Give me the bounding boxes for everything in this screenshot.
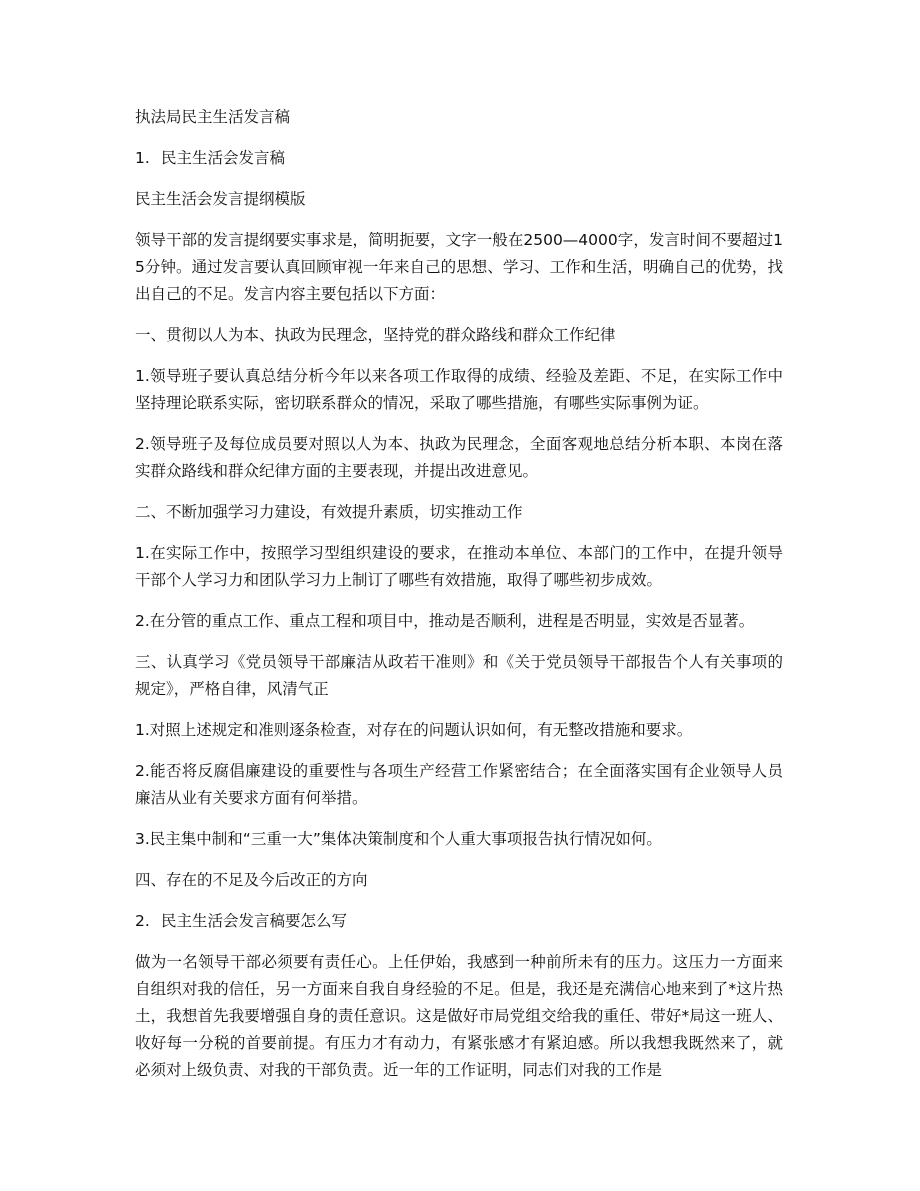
section-heading-1: [135, 145, 783, 172]
section-heading-2: [135, 908, 783, 935]
document-page: [135, 104, 783, 1098]
document-title: 执法局民主生活发言稿: [135, 108, 291, 126]
section-number: 1.: [135, 149, 150, 167]
body-paragraph: 做为一名领导干部必须要有责任心。上任伊始，我感到一种前所未有的压力。这压力一方面来自组织对我的信任，另一方面来自我自身经验的不足。但是，我还是充满信心地来到了*这片热土，我想首先我要增强自身的责任意识。这是做好市局党组交给我的重任、带好*局这一班人、收好每一分税的首要前提。有压力才有动力，有紧张感才有紧迫感。所以我想我既然来了，就必须对上级负责、对我的干部负责。近一年的工作证明，同志们对我的工作是: [135, 953, 783, 1079]
section-text: 民主生活会发言稿: [161, 149, 286, 167]
heading-part-2: 二、不断加强学习力建设，有效提升素质，切实推动工作: [135, 503, 523, 521]
paragraph-3-1: 1.对照上述规定和准则逐条检查，对存在的问题认识如何，有无整改措施和要求。: [135, 721, 693, 739]
paragraph-3-3: 3.民主集中制和“三重一大”集体决策制度和个人重大事项报告执行情况如何。: [135, 830, 662, 848]
paragraph-1-1: 1.领导班子要认真总结分析今年以来各项工作取得的成绩、经验及差距、不足，在实际工作中坚持理论联系实际，密切联系群众的情况，采取了哪些措施，有哪些实际事例为证。: [135, 367, 783, 412]
heading-part-3: 三、认真学习《党员领导干部廉洁从政若干准则》和《关于党员领导干部报告个人有关事项的规定》，严格自律，风清气正: [135, 653, 783, 698]
heading-part-4: 四、存在的不足及今后改正的方向: [135, 871, 368, 889]
paragraph-3-2: 2.能否将反腐倡廉建设的重要性与各项生产经营工作紧密结合；在全面落实国有企业领导人员廉洁从业有关要求方面有何举措。: [135, 762, 783, 807]
paragraph-2-2: 2.在分管的重点工作、重点工程和项目中，推动是否顺利，进程是否明显，实效是否显著。: [135, 612, 755, 630]
subtitle: 民主生活会发言提纲模版: [135, 190, 306, 208]
section-text: 民主生活会发言稿要怎么写: [161, 912, 348, 930]
paragraph-2-1: 1.在实际工作中，按照学习型组织建设的要求，在推动本单位、本部门的工作中，在提升领导干部个人学习力和团队学习力上制订了哪些有效措施，取得了哪些初步成效。: [135, 544, 783, 589]
intro-paragraph: 领导干部的发言提纲要实事求是，简明扼要，文字一般在2500—4000字，发言时间不要超过15分钟。通过发言要认真回顾审视一年来自己的思想、学习、工作和生活，明确自己的优势，找出自己的不足。发言内容主要包括以下方面：: [135, 231, 783, 303]
paragraph-1-2: 2.领导班子及每位成员要对照以人为本、执政为民理念，全面客观地总结分析本职、本岗在落实群众路线和群众纪律方面的主要表现，并提出改进意见。: [135, 435, 783, 480]
section-number: 2.: [135, 912, 150, 930]
heading-part-1: 一、贯彻以人为本、执政为民理念，坚持党的群众路线和群众工作纪律: [135, 326, 616, 344]
